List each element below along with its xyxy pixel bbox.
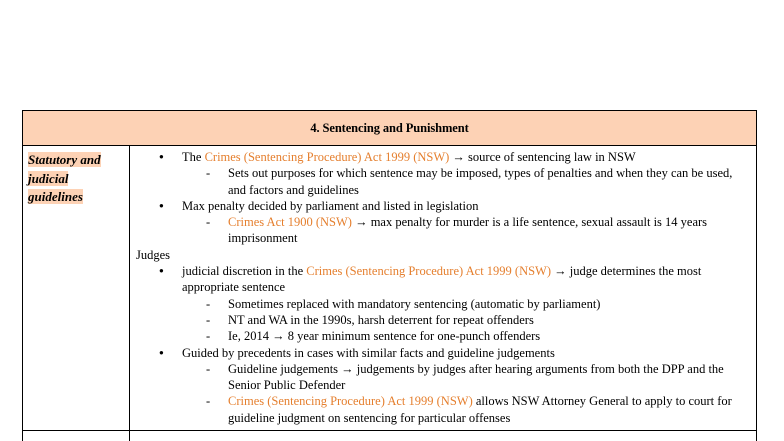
text: → source of sentencing law in NSW (449, 150, 636, 164)
row-content-cell (130, 431, 756, 441)
row-content-cell (130, 146, 756, 430)
act-reference: Crimes (Sentencing Procedure) Act 1999 (NSW) (228, 394, 473, 409)
row-label-cell (23, 146, 130, 430)
text: → max penalty for murder is a life sentence, sexual assault is 14 years imprisonment (228, 215, 708, 246)
row-label-line: guidelines (28, 189, 83, 204)
sub-bullet-item: - NT and WA in the 1990s, harsh deterrent for repeat offenders (136, 312, 748, 328)
row-label (28, 151, 129, 207)
act-reference: Crimes (Sentencing Procedure) Act 1999 (NSW) (204, 150, 450, 164)
section-label: Judges (136, 247, 171, 262)
act-reference: Crimes (Sentencing Procedure) Act 1999 (NSW) (306, 264, 552, 279)
sub-bullet-item (136, 214, 748, 247)
row-label-line: judicial (28, 170, 69, 186)
sub-bullet-item (136, 393, 748, 426)
table-row (23, 146, 756, 431)
sub-bullet-item: - Sets out purposes for which sentence may be imposed, types of penalties and when they can be used, and factors and guidelines (136, 165, 748, 198)
table-header: 4. Sentencing and Punishment (23, 111, 756, 146)
act-reference: Crimes Act 1900 (NSW) (228, 215, 352, 230)
sub-bullet-item: - Ie, 2014 → 8 year minimum sentence for one-punch offenders (136, 328, 748, 344)
row-label-cell (23, 431, 130, 441)
text: The (182, 150, 205, 164)
text: allows NSW Attorney General to apply to court for guideline judgment on sentencing for particular offenses (228, 394, 732, 425)
text: → judge determines the most appropriate sentence (182, 264, 702, 295)
bullet-item: ● Max penalty decided by parliament and listed in legislation (136, 198, 748, 214)
bullet-item (136, 263, 748, 296)
text: judicial discretion in the (182, 264, 307, 279)
bullet-item: ● Guided by precedents in cases with similar facts and guideline judgements (136, 345, 748, 361)
notes-table (22, 110, 757, 441)
bullet-item (136, 149, 748, 165)
next-table-row (23, 431, 756, 441)
sub-bullet-item: - Sometimes replaced with mandatory sentencing (automatic by parliament) (136, 296, 748, 312)
row-label-line: Statutory and (28, 152, 101, 167)
sub-bullet-item: - Guideline judgements → judgements by judges after hearing arguments from both the DPP and the Senior Public Defender (136, 361, 748, 394)
